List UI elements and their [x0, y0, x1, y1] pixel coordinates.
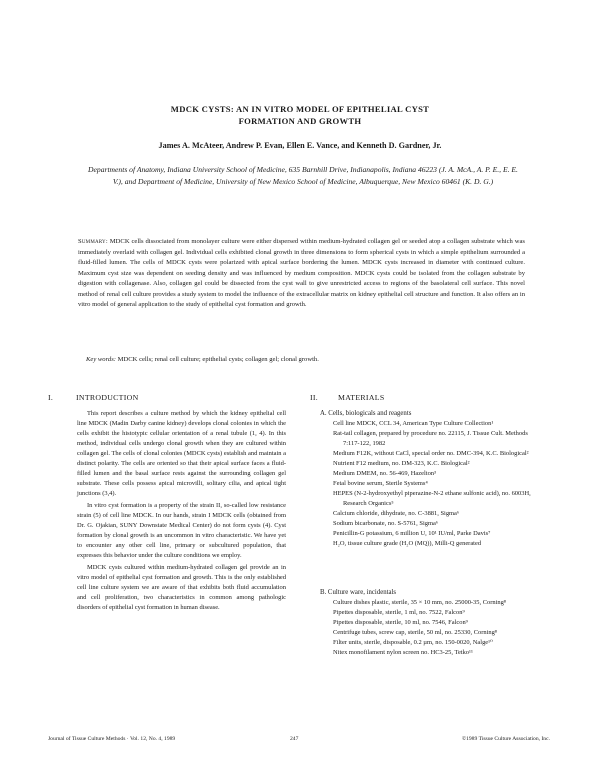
paper-title-line-2: FORMATION AND GROWTH: [238, 116, 362, 126]
paper-title-line-1: MDCK CYSTS: AN IN VITRO MODEL OF EPITHELIAL CYST: [170, 104, 430, 114]
author-list: James A. McAteer, Andrew P. Evan, Ellen E. Vance, and Kenneth D. Gardner, Jr.: [158, 141, 442, 150]
list-item: Medium F12K, without CaCl, special order no. DMC-394, K.C. Biological²: [333, 450, 529, 457]
section-title: INTRODUCTION: [76, 393, 139, 402]
list-item: Filter units, sterile, disposable, 0.2 µm, no. 150-0020, Nalge¹⁰: [333, 639, 493, 646]
intro-paragraph: This report describes a culture method by which the kidney epithelial cell line MDCK (Madin Darby canine kidney) develops clonal colonies in which the cells exhibit the histotypic cellular orientation of a renal tubule (1, 4). In this method, individual cells undergo clonal growth when they are cultured within collagen gel. The cells of clonal colonies (MDCK cysts) establish and maintain a distinct polarity. The cells are oriented so that their apical surface faces a fluid-filled lumen and the basal surface rests against the surrounding collagen gel substrate. These cells possess apical microvilli, solitary cilia, and apical tight junctions (3,4).: [77, 410, 286, 497]
list-item: Fetal bovine serum, Sterile Systems⁴: [333, 480, 428, 487]
list-item: Nutrient F12 medium, no. DM-323, K.C. Biological²: [333, 460, 470, 467]
footer-journal: Journal of Tissue Culture Methods · Vol. 12, No. 4, 1989: [48, 736, 176, 742]
summary-label: Summary:: [78, 238, 108, 245]
list-item: Medium DMEM, no. 56-469, Hazelton³: [333, 470, 436, 477]
keywords-label: Key words:: [86, 356, 116, 363]
affiliation: Departments of Anatomy, Indiana University School of Medicine, 635 Barnhill Drive, Indianapolis, Indiana 46223 (J. A. McA., A. P. E., E. E. V.), and Department of Medicine, University of New Mexico School of Medicine, Albuquerque, New Mexico 60461 (K. D. G.): [88, 165, 518, 186]
list-item: HEPES (N-2-hydroxyethyl piperazine-N-2 ethane sulfonic acid), no. 6003H, Research Organics⁵: [333, 490, 531, 507]
list-item: Sodium bicarbonate, no. S-5761, Sigma⁶: [333, 520, 439, 527]
list-item: Cell line MDCK, CCL 34, American Type Culture Collection¹: [333, 420, 494, 427]
footer-copyright: ©1989 Tissue Culture Association, Inc.: [461, 736, 550, 742]
section-heading-materials: [310, 393, 384, 402]
section-heading-introduction: [48, 393, 139, 402]
list-item: H₂O, tissue culture grade (H₂O (MQ)), Milli-Q generated: [333, 540, 482, 547]
section-title: MATERIALS: [338, 393, 385, 402]
list-item: Nitex monofilament nylon screen no. HC3-25, Tetko¹¹: [333, 649, 473, 656]
intro-paragraph: MDCK cysts cultured within medium-hydrated collagen gel provide an in vitro model of epithelial cyst formation and growth. This is the only established cell line culture system we are aware of that exhibits both fluid accumulation and cell proliferation, two characteristics in common among pathologic disorders of epithelial cyst formation in human disease.: [77, 564, 286, 611]
section-number: II.: [310, 393, 319, 402]
subsection-a-heading: A. Cells, biologicals and reagents: [320, 410, 412, 417]
introduction-body: [77, 409, 286, 615]
list-item: Pipettes disposable, sterile, 1 ml, no. 7522, Falcon⁹: [333, 609, 465, 616]
list-item: Centrifuge tubes, screw cap, sterile, 50 ml, no. 25330, Corning⁸: [333, 629, 498, 636]
summary-text: MDCK cells dissociated from monolayer culture were either dispersed within medium-hydrated collagen gel or seeded atop a collagen substrate which was immediately overlaid with collagen gel. Individual cells exhibited clonal growth in three dimensions to form spherical cysts in which a simple epithelium surrounded a fluid-filled lumen. The cells of MDCK cysts were polarized with apical surface bordering the lumen. MDCK cysts increased in diameter with continued culture. Maximum cyst size was dependent on seeding density and was influenced by medium composition. MDCK cysts could be isolated from the collagen substrate by digestion with collagenase. Also, collagen gel could be dissected from the cyst wall to give unrestricted access to regions of the basolateral cell surface. This novel method of renal cell culture provides a study system to model the influence of the extracellular matrix on kidney epithelial cell structure and function. It also offers an in vitro model of general application to the study of epithelial cyst formation and growth.: [78, 238, 525, 308]
section-number: I.: [48, 393, 54, 402]
list-item: Culture dishes plastic, sterile, 35 × 10 mm, no. 25000-35, Corning⁸: [333, 599, 507, 606]
keywords: [86, 355, 526, 365]
keywords-text: MDCK cells; renal cell culture; epithelial cysts; collagen gel; clonal growth.: [117, 356, 319, 363]
list-item: Rat-tail collagen, prepared by procedure no. 22115, J. Tissue Cult. Methods 7:117-122, 1982: [333, 430, 528, 447]
summary-abstract: [78, 237, 525, 311]
subsection-b-heading: B. Culture ware, incidentals: [320, 589, 397, 596]
intro-paragraph: In vitro cyst formation is a property of the strain II, so-called low resistance strain (5) of cell line MDCK. In our hands, strain I MDCK cells (obtained from Dr. G. Ojakian, SUNY Downstate Medical Center) do not form cysts (4). Cyst formation by clonal growth is an uncommon in vitro characteristic. We have yet to encounter any other cell line, primary or subcultured population, that expresses this behavior under the culture conditions we employ.: [77, 502, 286, 559]
list-item: Penicillin-G potassium, 6 million U, 10¹ IU/ml, Parke Davis⁷: [333, 530, 491, 537]
materials-list-a: [333, 419, 539, 549]
list-item: Pipettes disposable, sterile, 10 ml, no. 7546, Falcon⁹: [333, 619, 468, 626]
materials-list-b: [333, 598, 539, 658]
footer-page-number: 247: [290, 736, 299, 742]
list-item: Calcium chloride, dihydrate, no. C-3881, Sigma⁶: [333, 510, 460, 517]
